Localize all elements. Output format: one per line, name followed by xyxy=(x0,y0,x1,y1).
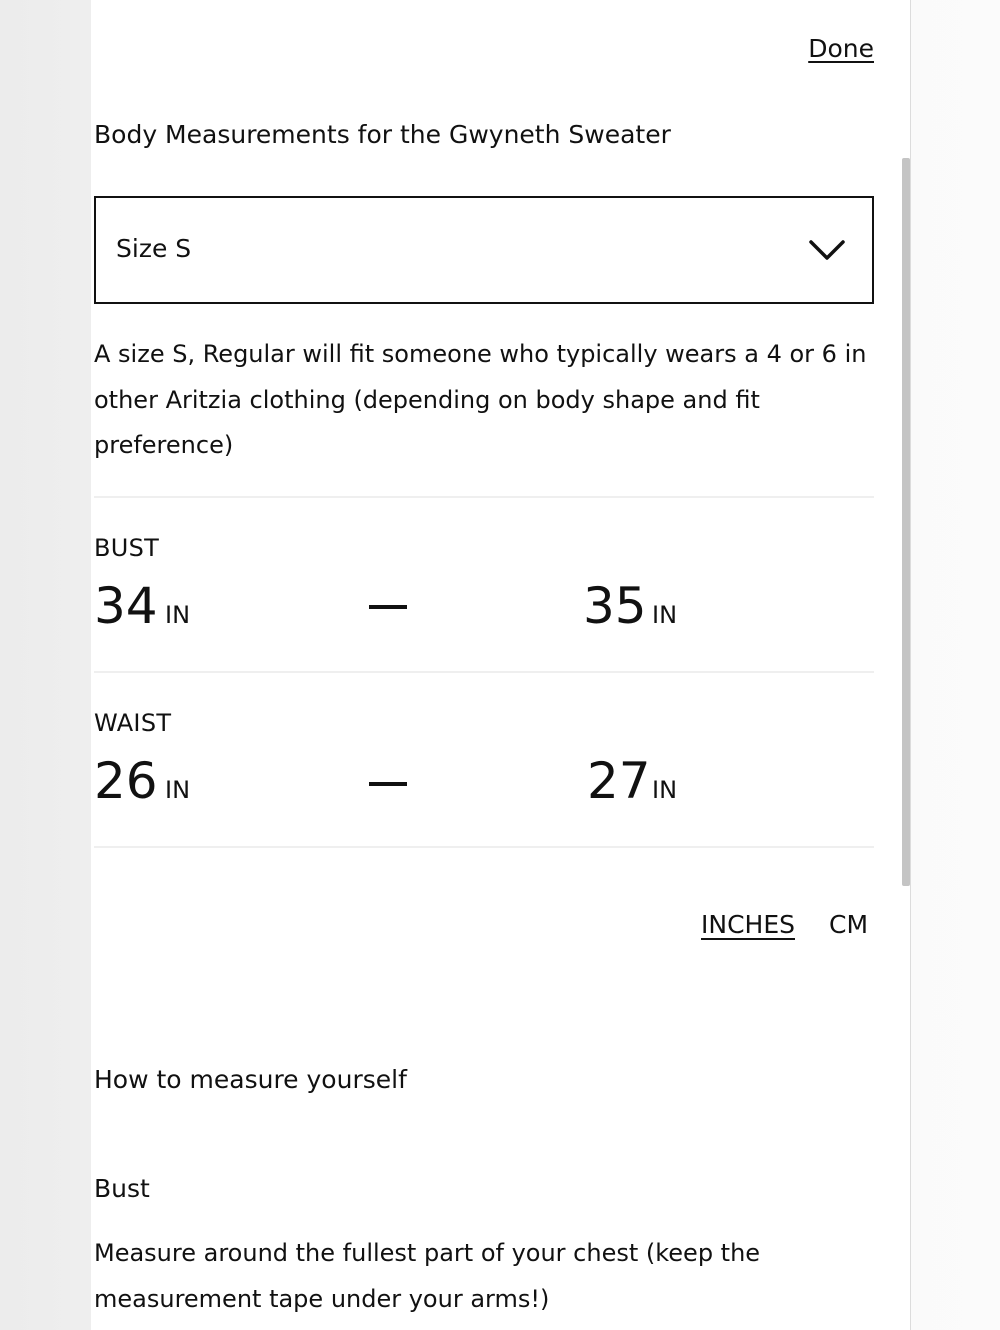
waist-max-unit: IN xyxy=(652,776,678,804)
bust-instruction-title: Bust xyxy=(94,1174,150,1203)
waist-min-unit: IN xyxy=(165,776,191,804)
range-dash xyxy=(369,782,407,786)
done-button[interactable]: Done xyxy=(808,34,874,63)
size-select-value: Size S xyxy=(116,234,192,263)
bust-instruction-text: Measure around the fullest part of your chest (keep the measurement tape under your arms!) xyxy=(94,1239,761,1313)
page-title: Body Measurements for the Gwyneth Sweater xyxy=(94,120,671,149)
bust-max-unit: IN xyxy=(652,601,678,629)
scrollbar-thumb[interactable] xyxy=(902,158,910,886)
how-to-measure-heading: How to measure yourself xyxy=(94,1065,407,1094)
bust-max-value: 35 xyxy=(583,577,647,635)
bust-label: BUST xyxy=(94,534,160,562)
size-select[interactable] xyxy=(94,196,874,304)
chevron-down-icon xyxy=(808,238,846,262)
divider xyxy=(94,846,874,848)
range-dash xyxy=(369,605,407,609)
bust-min-value: 34 xyxy=(94,577,158,635)
units-inches-toggle[interactable]: INCHES xyxy=(701,910,795,939)
divider xyxy=(94,496,874,498)
waist-max-value: 27 xyxy=(587,752,651,810)
waist-label: WAIST xyxy=(94,709,172,737)
bust-min-unit: IN xyxy=(165,601,191,629)
divider xyxy=(94,671,874,673)
waist-min-value: 26 xyxy=(94,752,158,810)
fit-description: A size S, Regular will fit someone who typically wears a 4 or 6 in other Aritzia clothing (depending on body shape and fit preference) xyxy=(94,340,867,459)
units-cm-toggle[interactable]: CM xyxy=(829,910,869,939)
